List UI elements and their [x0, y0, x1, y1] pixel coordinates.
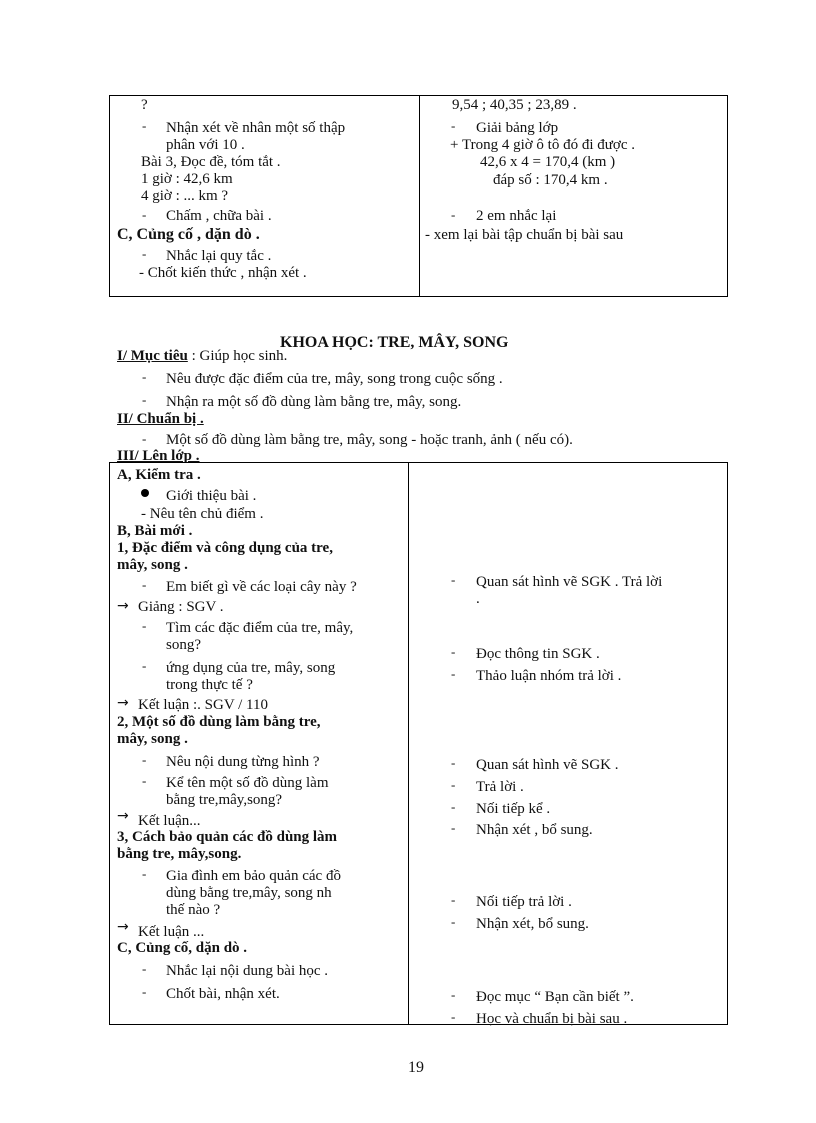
table-right-line: Nhận xét , bổ sung.: [476, 822, 593, 838]
table-left-line: Gia đình em bảo quản các đồ: [166, 868, 341, 884]
top-left-line: Nhận xét về nhân một số thập: [166, 120, 346, 136]
table-left-line: Giới thiệu bài .: [166, 488, 257, 504]
table-right-line: Trả lời .: [476, 779, 524, 795]
bullet-dash: -: [451, 987, 456, 1002]
top-left-line: Bài 3, Đọc đề, tóm tắt .: [141, 154, 281, 170]
arrow-right-icon: →: [117, 919, 129, 935]
bullet-dash: -: [451, 755, 456, 770]
table-left-line: dùng bằng tre,mây, song nh: [166, 885, 332, 901]
page-number: 19: [408, 1059, 424, 1076]
table-left-line: Kết luận...: [138, 813, 201, 829]
top-left-line: ?: [141, 97, 148, 113]
table-right-line: Nhận xét, bổ sung.: [476, 916, 589, 932]
bullet-dash: -: [142, 246, 147, 261]
top-left-heading: C, Củng cố , dặn dò .: [117, 226, 260, 243]
top-left-line: 4 giờ : ... km ?: [141, 188, 229, 204]
bullet-dash: -: [451, 820, 456, 835]
bullet-dash: -: [142, 118, 147, 133]
table-heading: A, Kiểm tra .: [117, 467, 201, 483]
table-left-line: thế nào ?: [166, 902, 221, 918]
bullet-dash: -: [142, 392, 147, 407]
page-title: KHOA HỌC: TRE, MÂY, SONG: [280, 334, 509, 351]
table-left-line: Kể tên một số đồ dùng làm: [166, 775, 329, 791]
table-heading: bằng tre, mây,song.: [117, 846, 242, 862]
table-left-line: Kết luận ...: [138, 924, 205, 940]
top-right-line: - xem lại bài tập chuẩn bị bài sau: [425, 227, 624, 243]
top-right-line: + Trong 4 giờ ô tô đó đi được .: [450, 137, 635, 153]
table-left-line: song?: [166, 637, 201, 653]
bullet-dash: -: [142, 618, 147, 633]
section-heading-rest: : Giúp học sinh.: [187, 348, 288, 364]
prep-item: Một số đồ dùng làm bằng tre, mây, song - hoặc tranh, ảnh ( nếu có).: [166, 432, 573, 448]
table-left-line: Nhắc lại nội dung bài học .: [166, 963, 329, 979]
bullet-dash: -: [451, 892, 456, 907]
bullet-dash: -: [142, 431, 147, 446]
table-left-line: bằng tre,mây,song?: [166, 792, 283, 808]
section-heading: I/ Mục tiêu: [117, 348, 188, 364]
top-left-line: phân với 10 .: [166, 137, 245, 153]
bullet-dash: -: [451, 1009, 456, 1024]
top-right-line: 9,54 ; 40,35 ; 23,89 .: [452, 97, 577, 113]
table-right-line: .: [476, 591, 480, 607]
table-right-line: Thảo luận nhóm trả lời .: [476, 668, 622, 684]
main-table-divider: [408, 462, 409, 1025]
bullet-dash: -: [142, 866, 147, 881]
bullet-dash: -: [142, 961, 147, 976]
table-heading: C, Củng cố, dặn dò .: [117, 940, 248, 956]
table-right-line: Quan sát hình vẽ SGK . Trả lời: [476, 574, 663, 590]
bullet-dash: -: [451, 799, 456, 814]
bullet-dash: -: [451, 666, 456, 681]
table-heading: 2, Một số đồ dùng làm bằng tre,: [117, 714, 321, 730]
top-left-line: - Chốt kiến thức , nhận xét .: [139, 265, 307, 281]
top-right-line: đáp số : 170,4 km .: [493, 172, 608, 188]
table-heading: 3, Cách bảo quản các đồ dùng làm: [117, 829, 338, 845]
bullet-dash: -: [142, 577, 147, 592]
table-heading: B, Bài mới .: [117, 523, 193, 539]
table-heading: 1, Đặc điểm và công dụng của tre,: [117, 540, 333, 556]
table-right-line: Đọc thông tin SGK .: [476, 646, 600, 662]
table-left-line: trong thực tế ?: [166, 677, 253, 693]
arrow-right-icon: →: [117, 808, 129, 824]
table-left-line: Nêu nội dung từng hình ?: [166, 754, 320, 770]
table-heading: mây, song .: [117, 557, 188, 573]
table-left-line: Tìm các đặc điểm của tre, mây,: [166, 620, 354, 636]
top-left-line: Chấm , chữa bài .: [166, 208, 272, 224]
section-objectives: [117, 348, 287, 365]
bullet-dash: -: [451, 777, 456, 792]
bullet-dash: -: [142, 773, 147, 788]
top-right-line: 42,6 x 4 = 170,4 (km ): [480, 154, 616, 170]
bullet-dash: -: [142, 752, 147, 767]
table-left-line: ứng dụng của tre, mây, song: [166, 660, 336, 676]
bullet-dash: -: [142, 658, 147, 673]
table-left-line: Kết luận :. SGV / 110: [138, 697, 268, 713]
top-left-line: 1 giờ : 42,6 km: [141, 171, 233, 187]
top-right-line: 2 em nhắc lại: [476, 208, 557, 224]
bullet-dash: -: [451, 207, 456, 222]
objective-item: Nêu được đặc điểm của tre, mây, song trong cuộc sống .: [166, 371, 503, 387]
table-left-line: Em biết gì về các loại cây này ?: [166, 579, 357, 595]
table-right-line: Quan sát hình vẽ SGK .: [476, 757, 619, 773]
arrow-right-icon: →: [117, 598, 129, 614]
section-heading: II/ Chuẩn bị .: [117, 411, 204, 427]
bullet-dash: -: [451, 118, 456, 133]
bullet-dash: -: [142, 207, 147, 222]
top-table-divider: [419, 95, 420, 297]
table-right-line: Nối tiếp kể .: [476, 801, 551, 817]
table-right-line: Đọc mục “ Bạn cần biết ”.: [476, 989, 634, 1005]
bullet-dot: [141, 489, 149, 497]
table-right-line: Nối tiếp trả lời .: [476, 894, 572, 910]
bullet-dash: -: [451, 572, 456, 587]
table-heading: mây, song .: [117, 731, 188, 747]
objective-item: Nhận ra một số đồ dùng làm bằng tre, mây, song.: [166, 394, 462, 410]
table-left-line: - Nêu tên chủ điểm .: [141, 506, 264, 522]
table-left-line: Giảng : SGV .: [138, 599, 224, 615]
bullet-dash: -: [451, 914, 456, 929]
section-heading: III/ Lên lớp .: [117, 448, 200, 464]
bullet-dash: -: [142, 984, 147, 999]
table-left-line: Chốt bài, nhận xét.: [166, 986, 280, 1002]
bullet-dash: -: [142, 369, 147, 384]
top-left-line: Nhắc lại quy tắc .: [166, 248, 272, 264]
arrow-right-icon: →: [117, 695, 129, 711]
top-right-line: Giải bảng lớp: [476, 120, 559, 136]
table-right-line: Học và chuẩn bị bài sau .: [476, 1011, 628, 1027]
bullet-dash: -: [451, 644, 456, 659]
